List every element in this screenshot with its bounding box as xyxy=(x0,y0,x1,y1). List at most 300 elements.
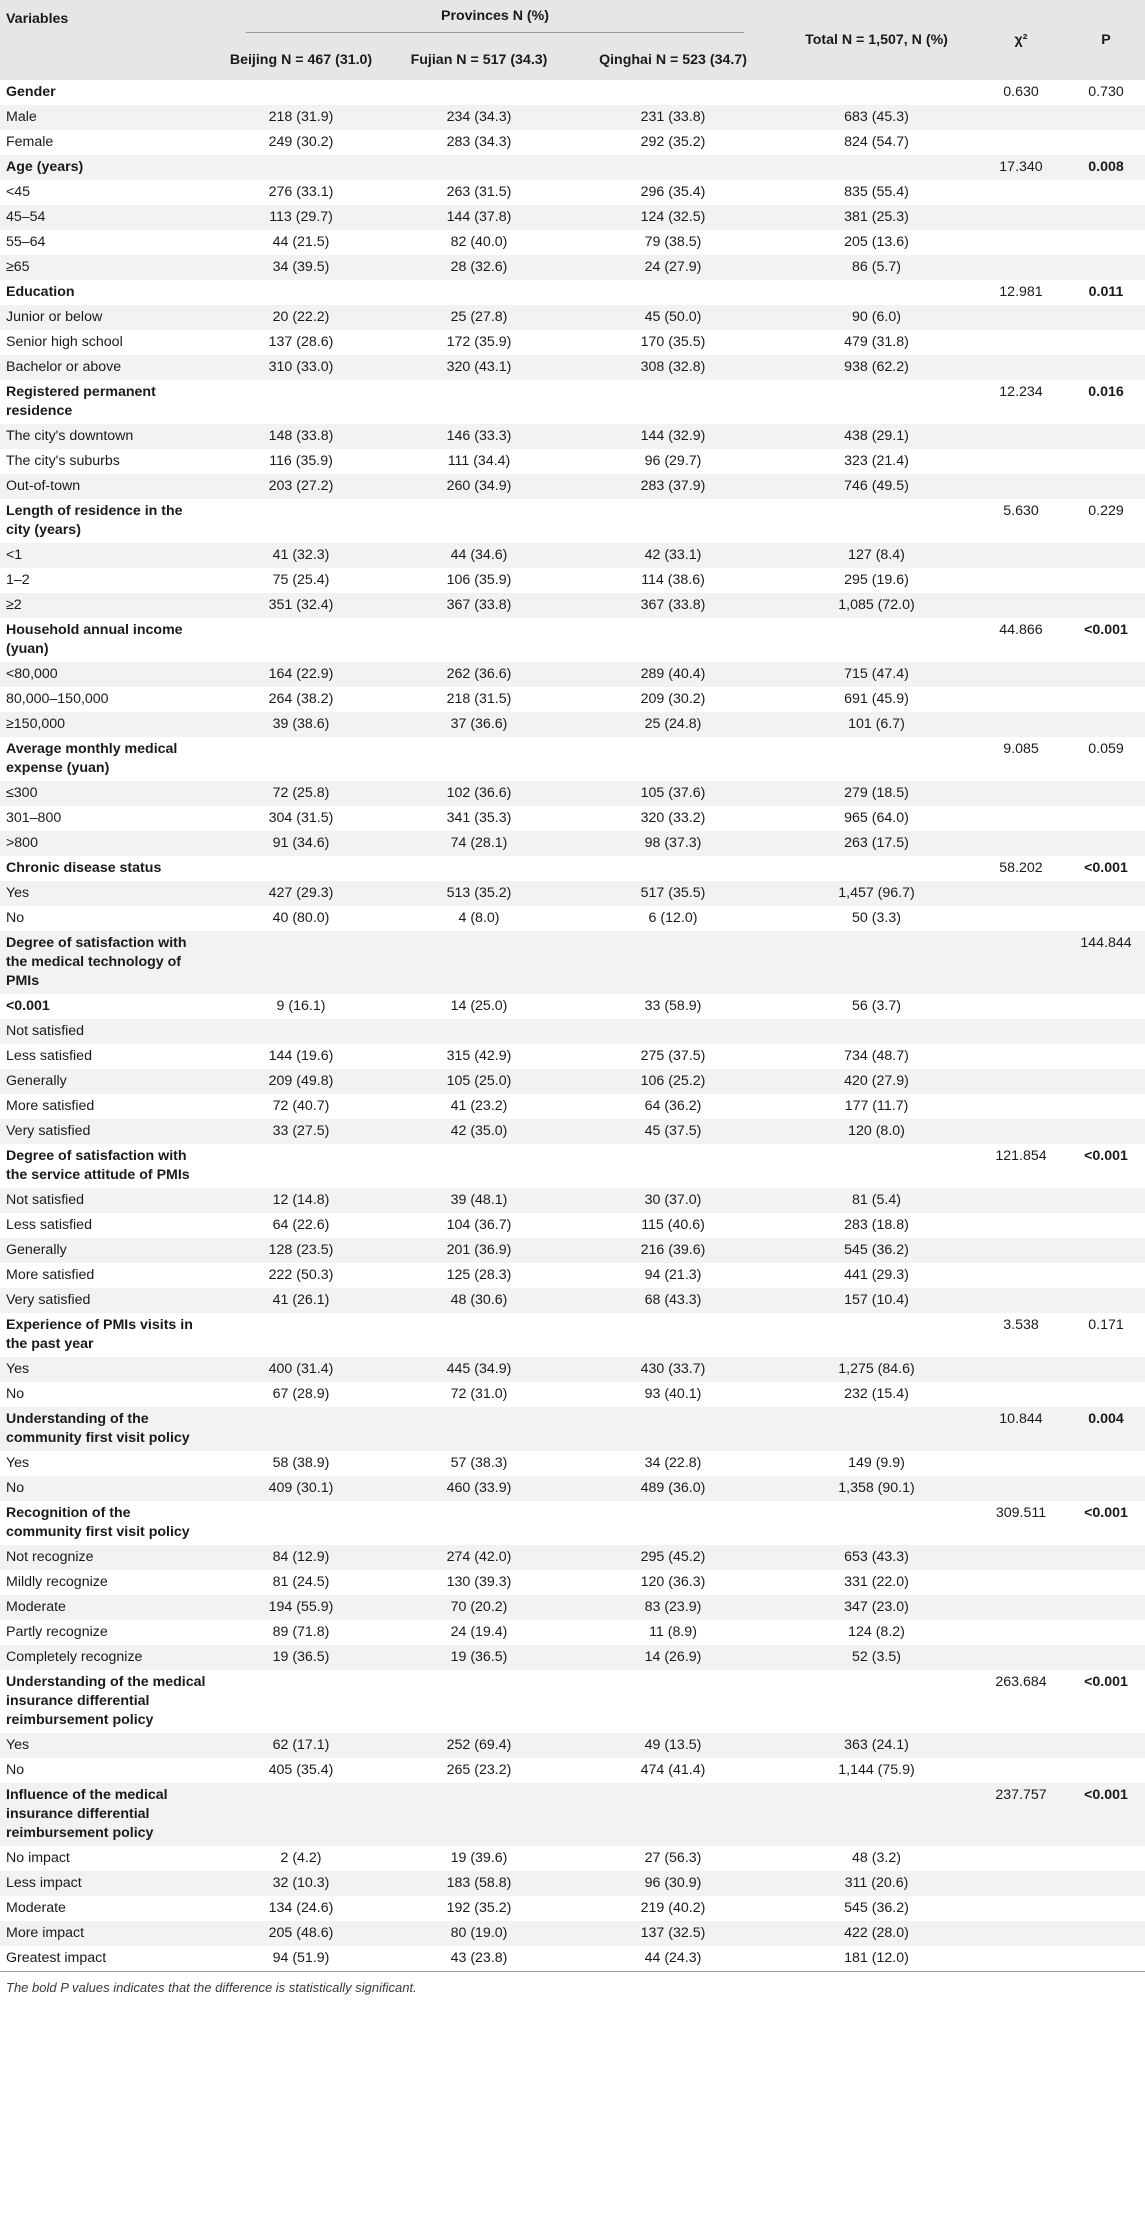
qinghai-cell: 124 (32.5) xyxy=(568,205,778,230)
chi2-cell xyxy=(975,1645,1067,1670)
p-value-cell xyxy=(1067,1188,1145,1213)
beijing-cell: 205 (48.6) xyxy=(212,1921,390,1946)
beijing-cell: 72 (25.8) xyxy=(212,781,390,806)
beijing-cell: 75 (25.4) xyxy=(212,568,390,593)
beijing-cell: 39 (38.6) xyxy=(212,712,390,737)
total-cell: 381 (25.3) xyxy=(778,205,975,230)
total-cell: 181 (12.0) xyxy=(778,1946,975,1971)
p-value-cell: 0.008 xyxy=(1067,155,1145,180)
variable-label: Generally xyxy=(0,1069,212,1094)
chi2-cell xyxy=(975,1069,1067,1094)
beijing-cell: 249 (30.2) xyxy=(212,130,390,155)
p-value-cell xyxy=(1067,130,1145,155)
beijing-cell: 203 (27.2) xyxy=(212,474,390,499)
p-value-cell xyxy=(1067,1263,1145,1288)
chi2-cell xyxy=(975,180,1067,205)
table-row xyxy=(0,1069,1145,1094)
fujian-cell: 283 (34.3) xyxy=(390,130,568,155)
header-total: Total N = 1,507, N (%) xyxy=(778,0,975,80)
qinghai-cell: 430 (33.7) xyxy=(568,1357,778,1382)
chi2-cell xyxy=(975,255,1067,280)
chi2-cell xyxy=(975,831,1067,856)
qinghai-cell: 45 (37.5) xyxy=(568,1119,778,1144)
p-value-cell xyxy=(1067,1094,1145,1119)
variable-label: Greatest impact xyxy=(0,1946,212,1971)
variable-label: The city's suburbs xyxy=(0,449,212,474)
qinghai-cell xyxy=(568,1783,778,1846)
beijing-cell xyxy=(212,1501,390,1545)
total-cell xyxy=(778,499,975,543)
p-value-cell xyxy=(1067,543,1145,568)
p-value-cell xyxy=(1067,1595,1145,1620)
total-cell xyxy=(778,618,975,662)
header-provinces xyxy=(212,0,778,40)
p-value-cell xyxy=(1067,1238,1145,1263)
total-cell: 746 (49.5) xyxy=(778,474,975,499)
total-cell xyxy=(778,856,975,881)
qinghai-cell: 120 (36.3) xyxy=(568,1570,778,1595)
variable-label: Education xyxy=(0,280,212,305)
total-cell: 938 (62.2) xyxy=(778,355,975,380)
table-row xyxy=(0,1595,1145,1620)
total-cell: 715 (47.4) xyxy=(778,662,975,687)
fujian-cell: 4 (8.0) xyxy=(390,906,568,931)
table-row xyxy=(0,1476,1145,1501)
chi2-cell xyxy=(975,1213,1067,1238)
qinghai-cell: 27 (56.3) xyxy=(568,1846,778,1871)
qinghai-cell xyxy=(568,380,778,424)
total-cell xyxy=(778,1501,975,1545)
chi2-cell xyxy=(975,1545,1067,1570)
qinghai-cell: 11 (8.9) xyxy=(568,1620,778,1645)
fujian-cell: 252 (69.4) xyxy=(390,1733,568,1758)
p-value-cell xyxy=(1067,105,1145,130)
table-header xyxy=(0,0,1145,80)
beijing-cell: 84 (12.9) xyxy=(212,1545,390,1570)
chi2-cell xyxy=(975,474,1067,499)
header-beijing: Beijing N = 467 (31.0) xyxy=(212,40,390,80)
beijing-cell: 32 (10.3) xyxy=(212,1871,390,1896)
total-cell: 283 (18.8) xyxy=(778,1213,975,1238)
variable-label: More satisfied xyxy=(0,1263,212,1288)
total-cell: 438 (29.1) xyxy=(778,424,975,449)
qinghai-cell xyxy=(568,80,778,105)
qinghai-cell: 367 (33.8) xyxy=(568,593,778,618)
beijing-cell: 44 (21.5) xyxy=(212,230,390,255)
chi2-cell: 237.757 xyxy=(975,1783,1067,1846)
variable-label: Not recognize xyxy=(0,1545,212,1570)
qinghai-cell xyxy=(568,618,778,662)
table-row xyxy=(0,255,1145,280)
p-value-cell xyxy=(1067,687,1145,712)
header-qinghai: Qinghai N = 523 (34.7) xyxy=(568,40,778,80)
p-value-cell xyxy=(1067,1019,1145,1044)
total-cell: 331 (22.0) xyxy=(778,1570,975,1595)
table-row xyxy=(0,1094,1145,1119)
qinghai-cell: 474 (41.4) xyxy=(568,1758,778,1783)
fujian-cell xyxy=(390,1501,568,1545)
total-cell: 149 (9.9) xyxy=(778,1451,975,1476)
table-row xyxy=(0,1896,1145,1921)
fujian-cell: 24 (19.4) xyxy=(390,1620,568,1645)
chi2-cell xyxy=(975,1476,1067,1501)
total-cell: 545 (36.2) xyxy=(778,1238,975,1263)
variable-label: Yes xyxy=(0,1733,212,1758)
beijing-cell xyxy=(212,931,390,994)
beijing-cell: 58 (38.9) xyxy=(212,1451,390,1476)
total-cell: 1,358 (90.1) xyxy=(778,1476,975,1501)
total-cell: 441 (29.3) xyxy=(778,1263,975,1288)
table-row xyxy=(0,593,1145,618)
fujian-cell xyxy=(390,380,568,424)
fujian-cell xyxy=(390,931,568,994)
chi2-cell: 9.085 xyxy=(975,737,1067,781)
qinghai-cell: 231 (33.8) xyxy=(568,105,778,130)
chi2-cell: 3.538 xyxy=(975,1313,1067,1357)
total-cell: 545 (36.2) xyxy=(778,1896,975,1921)
p-value-cell xyxy=(1067,1620,1145,1645)
qinghai-cell xyxy=(568,499,778,543)
variable-label: <45 xyxy=(0,180,212,205)
p-value-cell: 0.229 xyxy=(1067,499,1145,543)
qinghai-cell: 79 (38.5) xyxy=(568,230,778,255)
table-row xyxy=(0,687,1145,712)
chi2-cell xyxy=(975,330,1067,355)
table-row xyxy=(0,1545,1145,1570)
beijing-cell xyxy=(212,1670,390,1733)
p-value-cell xyxy=(1067,1545,1145,1570)
qinghai-cell xyxy=(568,856,778,881)
fujian-cell: 218 (31.5) xyxy=(390,687,568,712)
chi2-cell xyxy=(975,906,1067,931)
qinghai-cell xyxy=(568,1313,778,1357)
beijing-cell: 144 (19.6) xyxy=(212,1044,390,1069)
variable-label: Understanding of the medical insurance differential reimbursement policy xyxy=(0,1670,212,1733)
chi2-cell xyxy=(975,543,1067,568)
p-value-cell: <0.001 xyxy=(1067,1144,1145,1188)
total-cell: 363 (24.1) xyxy=(778,1733,975,1758)
fujian-cell xyxy=(390,1783,568,1846)
beijing-cell: 41 (32.3) xyxy=(212,543,390,568)
beijing-cell: 94 (51.9) xyxy=(212,1946,390,1971)
chi2-cell xyxy=(975,568,1067,593)
table-row xyxy=(0,662,1145,687)
variable-label: 80,000–150,000 xyxy=(0,687,212,712)
total-cell: 177 (11.7) xyxy=(778,1094,975,1119)
fujian-cell: 192 (35.2) xyxy=(390,1896,568,1921)
table-row xyxy=(0,543,1145,568)
header-chi2: χ² xyxy=(975,0,1067,80)
table-row xyxy=(0,1921,1145,1946)
chi2-cell: 12.981 xyxy=(975,280,1067,305)
variable-label: 45–54 xyxy=(0,205,212,230)
table-row xyxy=(0,1758,1145,1783)
fujian-cell: 102 (36.6) xyxy=(390,781,568,806)
variable-label: Average monthly medical expense (yuan) xyxy=(0,737,212,781)
p-value-cell: <0.001 xyxy=(1067,618,1145,662)
fujian-cell: 367 (33.8) xyxy=(390,593,568,618)
chi2-cell xyxy=(975,1263,1067,1288)
variable-row xyxy=(0,280,1145,305)
beijing-cell xyxy=(212,1313,390,1357)
total-cell: 824 (54.7) xyxy=(778,130,975,155)
fujian-cell: 260 (34.9) xyxy=(390,474,568,499)
qinghai-cell xyxy=(568,155,778,180)
variable-label: Not satisfied xyxy=(0,1188,212,1213)
chi2-cell xyxy=(975,230,1067,255)
variable-label: Very satisfied xyxy=(0,1288,212,1313)
variable-label: <80,000 xyxy=(0,662,212,687)
p-value-cell xyxy=(1067,994,1145,1019)
table-row xyxy=(0,1620,1145,1645)
fujian-cell: 37 (36.6) xyxy=(390,712,568,737)
p-value-cell: 144.844 xyxy=(1067,931,1145,994)
fujian-cell: 111 (34.4) xyxy=(390,449,568,474)
beijing-cell: 81 (24.5) xyxy=(212,1570,390,1595)
chi2-cell: 5.630 xyxy=(975,499,1067,543)
p-value-cell xyxy=(1067,1288,1145,1313)
header-p: P xyxy=(1067,0,1145,80)
total-cell: 232 (15.4) xyxy=(778,1382,975,1407)
variable-label: Age (years) xyxy=(0,155,212,180)
qinghai-cell: 216 (39.6) xyxy=(568,1238,778,1263)
qinghai-cell: 64 (36.2) xyxy=(568,1094,778,1119)
fujian-cell xyxy=(390,1407,568,1451)
total-cell xyxy=(778,1670,975,1733)
fujian-cell: 341 (35.3) xyxy=(390,806,568,831)
chi2-cell xyxy=(975,1946,1067,1971)
beijing-cell xyxy=(212,280,390,305)
qinghai-cell: 517 (35.5) xyxy=(568,881,778,906)
chi2-cell xyxy=(975,205,1067,230)
header-provinces-label: Provinces N (%) xyxy=(246,7,744,33)
variable-label: Less impact xyxy=(0,1871,212,1896)
total-cell xyxy=(778,280,975,305)
total-cell: 90 (6.0) xyxy=(778,305,975,330)
variable-row xyxy=(0,499,1145,543)
chi2-cell xyxy=(975,593,1067,618)
p-value-cell xyxy=(1067,1213,1145,1238)
fujian-cell xyxy=(390,1313,568,1357)
qinghai-cell: 24 (27.9) xyxy=(568,255,778,280)
p-value-cell xyxy=(1067,906,1145,931)
variable-label: Registered permanent residence xyxy=(0,380,212,424)
p-value-cell: <0.001 xyxy=(1067,1670,1145,1733)
table-row xyxy=(0,994,1145,1019)
total-cell: 653 (43.3) xyxy=(778,1545,975,1570)
p-value-cell xyxy=(1067,1357,1145,1382)
total-cell: 120 (8.0) xyxy=(778,1119,975,1144)
fujian-cell xyxy=(390,280,568,305)
table-row xyxy=(0,1288,1145,1313)
beijing-cell: 134 (24.6) xyxy=(212,1896,390,1921)
variable-row xyxy=(0,1783,1145,1846)
qinghai-cell: 320 (33.2) xyxy=(568,806,778,831)
chi2-cell: 309.511 xyxy=(975,1501,1067,1545)
qinghai-cell: 14 (26.9) xyxy=(568,1645,778,1670)
variable-label: Degree of satisfaction with the medical technology of PMIs xyxy=(0,931,212,994)
p-value-cell: 0.004 xyxy=(1067,1407,1145,1451)
variable-label: Mildly recognize xyxy=(0,1570,212,1595)
qinghai-cell: 25 (24.8) xyxy=(568,712,778,737)
variable-label: Junior or below xyxy=(0,305,212,330)
qinghai-cell: 98 (37.3) xyxy=(568,831,778,856)
variable-row xyxy=(0,1144,1145,1188)
fujian-cell: 74 (28.1) xyxy=(390,831,568,856)
qinghai-cell: 94 (21.3) xyxy=(568,1263,778,1288)
total-cell: 52 (3.5) xyxy=(778,1645,975,1670)
beijing-cell: 164 (22.9) xyxy=(212,662,390,687)
total-cell: 86 (5.7) xyxy=(778,255,975,280)
beijing-cell xyxy=(212,737,390,781)
p-value-cell: <0.001 xyxy=(1067,1783,1145,1846)
fujian-cell: 44 (34.6) xyxy=(390,543,568,568)
beijing-cell: 19 (36.5) xyxy=(212,1645,390,1670)
p-value-cell xyxy=(1067,806,1145,831)
table-row xyxy=(0,906,1145,931)
header-variables: Variables xyxy=(0,0,212,80)
variable-label: No xyxy=(0,1476,212,1501)
table-row xyxy=(0,1238,1145,1263)
total-cell: 124 (8.2) xyxy=(778,1620,975,1645)
table-footnote: The bold P values indicates that the difference is statistically significant. xyxy=(0,1971,1145,2003)
qinghai-cell: 283 (37.9) xyxy=(568,474,778,499)
variable-label: 1–2 xyxy=(0,568,212,593)
p-value-cell xyxy=(1067,1119,1145,1144)
beijing-cell: 89 (71.8) xyxy=(212,1620,390,1645)
variable-label: Household annual income (yuan) xyxy=(0,618,212,662)
variable-label: Generally xyxy=(0,1238,212,1263)
variable-row xyxy=(0,618,1145,662)
variable-label: Gender xyxy=(0,80,212,105)
fujian-cell: 80 (19.0) xyxy=(390,1921,568,1946)
table-row xyxy=(0,1946,1145,1971)
chi2-cell xyxy=(975,1288,1067,1313)
p-value-cell xyxy=(1067,831,1145,856)
qinghai-cell: 308 (32.8) xyxy=(568,355,778,380)
total-cell: 479 (31.8) xyxy=(778,330,975,355)
qinghai-cell: 292 (35.2) xyxy=(568,130,778,155)
p-value-cell xyxy=(1067,593,1145,618)
beijing-cell: 351 (32.4) xyxy=(212,593,390,618)
chi2-cell xyxy=(975,781,1067,806)
qinghai-cell: 114 (38.6) xyxy=(568,568,778,593)
chi2-cell: 0.630 xyxy=(975,80,1067,105)
table-row xyxy=(0,424,1145,449)
beijing-cell: 137 (28.6) xyxy=(212,330,390,355)
variable-label: Length of residence in the city (years) xyxy=(0,499,212,543)
chi2-cell xyxy=(975,449,1067,474)
chi2-cell: 10.844 xyxy=(975,1407,1067,1451)
qinghai-cell xyxy=(568,1407,778,1451)
chi2-cell xyxy=(975,1620,1067,1645)
fujian-cell: 445 (34.9) xyxy=(390,1357,568,1382)
total-cell: 965 (64.0) xyxy=(778,806,975,831)
fujian-cell: 201 (36.9) xyxy=(390,1238,568,1263)
qinghai-cell: 42 (33.1) xyxy=(568,543,778,568)
p-value-cell xyxy=(1067,881,1145,906)
fujian-cell xyxy=(390,1019,568,1044)
chi2-cell xyxy=(975,1019,1067,1044)
variable-label: Partly recognize xyxy=(0,1620,212,1645)
p-value-cell xyxy=(1067,474,1145,499)
variable-label: More impact xyxy=(0,1921,212,1946)
beijing-cell: 67 (28.9) xyxy=(212,1382,390,1407)
chi2-cell xyxy=(975,712,1067,737)
p-value-cell xyxy=(1067,330,1145,355)
fujian-cell: 130 (39.3) xyxy=(390,1570,568,1595)
variable-label: No xyxy=(0,906,212,931)
beijing-cell: 276 (33.1) xyxy=(212,180,390,205)
p-value-cell: <0.001 xyxy=(1067,1501,1145,1545)
table-row xyxy=(0,806,1145,831)
total-cell: 1,144 (75.9) xyxy=(778,1758,975,1783)
qinghai-cell: 275 (37.5) xyxy=(568,1044,778,1069)
table-row xyxy=(0,781,1145,806)
p-value-cell: 0.059 xyxy=(1067,737,1145,781)
chi2-cell xyxy=(975,355,1067,380)
chi2-cell xyxy=(975,1896,1067,1921)
fujian-cell xyxy=(390,80,568,105)
total-cell: 691 (45.9) xyxy=(778,687,975,712)
p-value-cell xyxy=(1067,1382,1145,1407)
chi2-cell xyxy=(975,1871,1067,1896)
chi2-cell xyxy=(975,1846,1067,1871)
variable-label: Degree of satisfaction with the service attitude of PMIs xyxy=(0,1144,212,1188)
table-row xyxy=(0,305,1145,330)
chi2-cell xyxy=(975,806,1067,831)
fujian-cell xyxy=(390,155,568,180)
beijing-cell: 91 (34.6) xyxy=(212,831,390,856)
total-cell xyxy=(778,931,975,994)
beijing-cell: 304 (31.5) xyxy=(212,806,390,831)
variable-label: ≥65 xyxy=(0,255,212,280)
total-cell: 311 (20.6) xyxy=(778,1871,975,1896)
table-row xyxy=(0,1044,1145,1069)
table-row xyxy=(0,1846,1145,1871)
beijing-cell xyxy=(212,1144,390,1188)
fujian-cell: 28 (32.6) xyxy=(390,255,568,280)
fujian-cell: 82 (40.0) xyxy=(390,230,568,255)
fujian-cell: 106 (35.9) xyxy=(390,568,568,593)
chi2-cell xyxy=(975,105,1067,130)
chi2-cell xyxy=(975,931,1067,994)
beijing-cell: 34 (39.5) xyxy=(212,255,390,280)
total-cell: 263 (17.5) xyxy=(778,831,975,856)
beijing-cell: 409 (30.1) xyxy=(212,1476,390,1501)
beijing-cell xyxy=(212,1407,390,1451)
variable-row xyxy=(0,931,1145,994)
total-cell: 279 (18.5) xyxy=(778,781,975,806)
qinghai-cell: 44 (24.3) xyxy=(568,1946,778,1971)
chi2-cell xyxy=(975,687,1067,712)
table-row xyxy=(0,1382,1145,1407)
total-cell xyxy=(778,155,975,180)
total-cell xyxy=(778,1144,975,1188)
chi2-cell xyxy=(975,424,1067,449)
beijing-cell xyxy=(212,155,390,180)
chi2-cell xyxy=(975,1044,1067,1069)
fujian-cell: 48 (30.6) xyxy=(390,1288,568,1313)
chi2-cell: 12.234 xyxy=(975,380,1067,424)
table-row xyxy=(0,1119,1145,1144)
qinghai-cell: 96 (30.9) xyxy=(568,1871,778,1896)
chi2-cell xyxy=(975,1758,1067,1783)
variable-label: ≥2 xyxy=(0,593,212,618)
chi2-cell xyxy=(975,130,1067,155)
qinghai-cell xyxy=(568,1501,778,1545)
chi2-cell xyxy=(975,1451,1067,1476)
